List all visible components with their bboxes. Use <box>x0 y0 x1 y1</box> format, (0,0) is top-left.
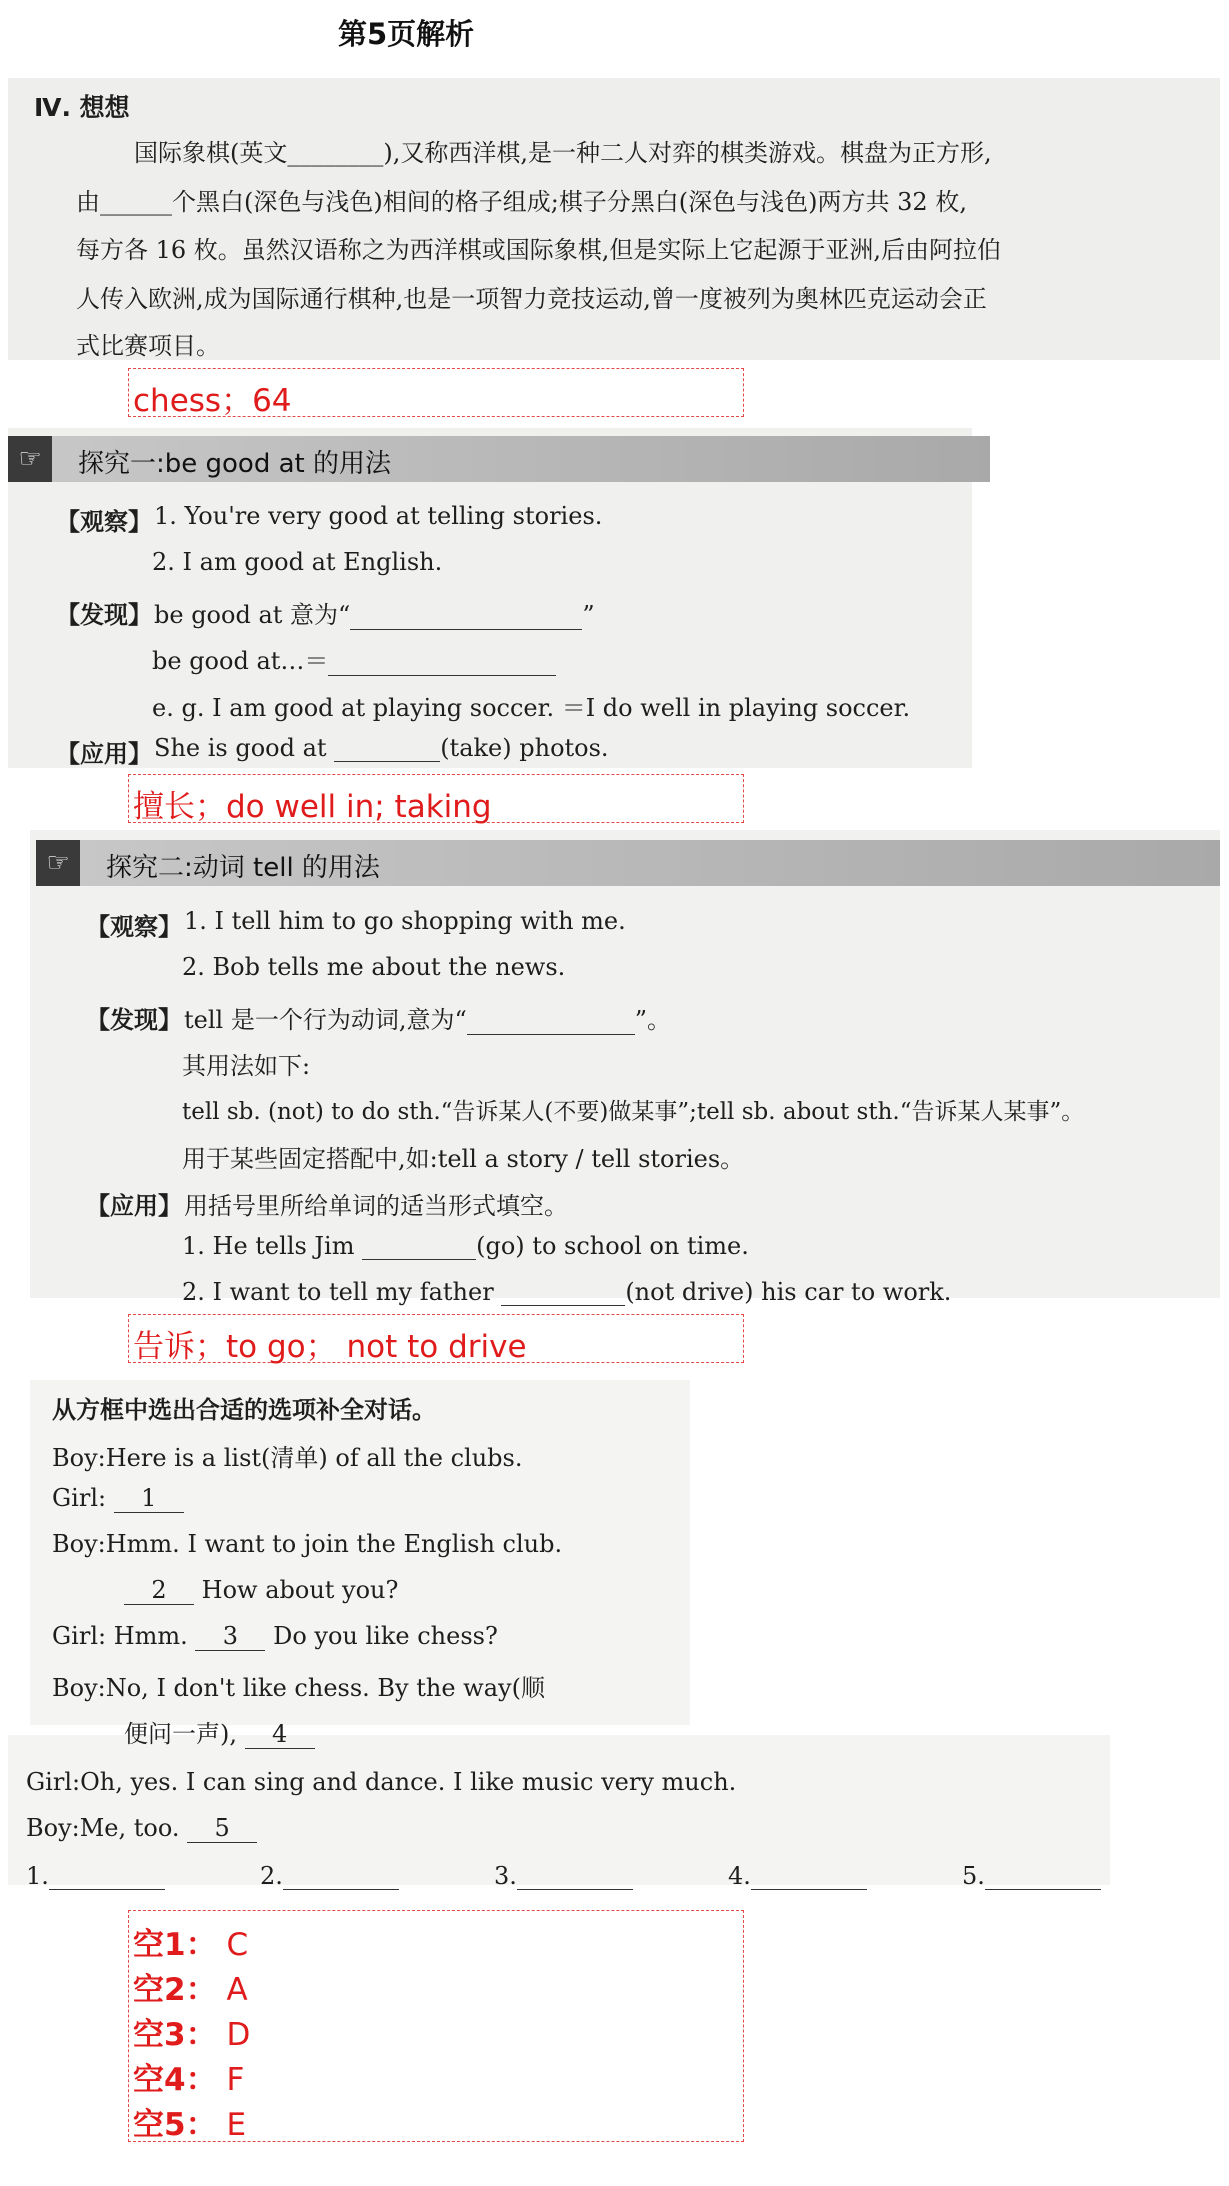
fill-blank <box>517 1865 633 1890</box>
speaker: Girl: <box>52 1484 107 1512</box>
apply-label: 【应用】 <box>56 740 152 768</box>
dialogue-line-4 <box>124 1576 398 1605</box>
usage-line-2: 用于某些固定搭配中,如:tell a story / tell stories。 <box>182 1145 745 1173</box>
numbered-blank: 5 <box>187 1814 257 1843</box>
dialogue-line-1 <box>52 1438 522 1473</box>
q2-suffix: (not drive) his car to work. <box>625 1278 952 1306</box>
answer-slot-3 <box>494 1862 633 1890</box>
find-line-2-prefix: be good at…＝ <box>152 647 329 675</box>
line-text: Here is a list(清单) of all the clubs. <box>105 1444 523 1472</box>
section4-line-2: 由______个黑白(深色与浅色)相间的格子组成;棋子分黑白(深色与浅色)两方共 32 枚, <box>76 188 967 216</box>
answer-text: 告诉；to go； not to drive <box>133 1329 527 1365</box>
find-line-1-prefix: be good at 意为“ <box>154 601 351 629</box>
slot-number: 2. <box>260 1862 283 1890</box>
line-text: Hmm. I want to join the English club. <box>105 1530 563 1558</box>
speaker: Boy: <box>52 1674 106 1702</box>
answer-label: 空4： <box>133 2062 217 2098</box>
answer-box-dialogue <box>128 1910 744 2142</box>
usage-line-1: tell sb. (not) to do sth.“告诉某人(不要)做某事”;tell sb. about sth.“告诉某人某事”。 <box>182 1099 1085 1125</box>
fill-blank <box>467 1010 635 1035</box>
section4-line-3: 每方各 16 枚。虽然汉语称之为西洋棋或国际象棋,但是实际上它起源于亚洲,后由阿拉伯 <box>76 236 1002 264</box>
answer-line-2 <box>133 1964 248 2009</box>
line-text: Oh, yes. I can sing and dance. I like music very much. <box>80 1768 737 1796</box>
pointing-hand-icon: ☞ <box>8 436 52 482</box>
answer-value: E <box>226 2107 247 2143</box>
fill-blank <box>49 1865 165 1890</box>
dialogue-line-2 <box>52 1484 184 1513</box>
answer-box-explore2 <box>128 1314 744 1363</box>
dialogue-line-5 <box>52 1622 498 1651</box>
answer-slot-1 <box>26 1862 165 1890</box>
scan-background-section4 <box>8 78 1220 360</box>
fill-blank <box>283 1865 399 1890</box>
speaker: Boy: <box>52 1444 106 1472</box>
dialogue-line-9 <box>26 1814 257 1843</box>
find-label: 【发现】 <box>86 1006 182 1034</box>
line-pre: Hmm. <box>113 1622 196 1650</box>
speaker: Boy: <box>26 1814 80 1842</box>
numbered-blank: 4 <box>245 1720 315 1749</box>
observe-label: 【观察】 <box>86 913 182 941</box>
dialogue-line-3 <box>52 1530 562 1558</box>
find-suffix: ”。 <box>634 1006 672 1034</box>
apply-suffix: (take) photos. <box>440 734 609 762</box>
q2-prefix: 2. I want to tell my father <box>182 1278 502 1306</box>
banner-title: 探究二:动词 tell 的用法 <box>106 853 380 883</box>
apply-prefix: She is good at <box>154 734 335 762</box>
answer-text: chess；64 <box>133 383 292 419</box>
section4-label: Ⅳ. 想想 <box>34 93 130 122</box>
find-line-1 <box>154 595 595 630</box>
answer-line-1 <box>133 1919 248 1964</box>
section4-line-1: 国际象棋(英文________),又称西洋棋,是一种二人对弈的棋类游戏。棋盘为正方形, <box>134 139 992 167</box>
answer-value: F <box>226 2062 245 2098</box>
observe-line-2: 2. Bob tells me about the news. <box>182 953 566 981</box>
observe-line-1: 1. I tell him to go shopping with me. <box>184 907 626 935</box>
fill-blank <box>985 1865 1101 1890</box>
find-prefix: tell 是一个行为动词,意为“ <box>184 1006 467 1034</box>
line-text: No, I don't like chess. By the way(顺 <box>105 1674 545 1702</box>
answer-line-5 <box>133 2099 246 2144</box>
answer-line-3 <box>133 2009 250 2054</box>
observe-line-1: 1. You're very good at telling stories. <box>154 502 603 530</box>
line-pre: Me, too. <box>79 1814 188 1842</box>
answer-label: 空3： <box>133 2017 217 2053</box>
find-line <box>184 1000 671 1035</box>
fill-blank <box>328 651 556 676</box>
line-text: How about you? <box>201 1576 399 1604</box>
slot-number: 4. <box>728 1862 751 1890</box>
numbered-blank: 1 <box>114 1484 184 1513</box>
find-line-1-suffix: ” <box>582 601 595 629</box>
answer-text: 擅长；do well in; taking <box>133 789 492 825</box>
answer-slot-4 <box>728 1862 867 1890</box>
explore2-banner <box>36 840 1220 886</box>
fill-blank <box>501 1281 625 1306</box>
answer-label: 空1： <box>133 1927 217 1963</box>
q1-prefix: 1. He tells Jim <box>182 1232 363 1260</box>
page-title: 第5页解析 <box>338 17 475 51</box>
answer-slot-5 <box>962 1862 1101 1890</box>
apply-question-1 <box>182 1232 749 1260</box>
answer-label: 空5： <box>133 2107 217 2143</box>
apply-label: 【应用】 <box>86 1192 182 1220</box>
dialogue-line-6 <box>52 1668 545 1703</box>
explore1-banner <box>8 436 990 482</box>
fill-blank <box>350 605 582 630</box>
numbered-blank: 3 <box>195 1622 265 1651</box>
apply-line <box>154 734 609 762</box>
line-pre: 便问一声), <box>124 1720 245 1748</box>
dialogue-line-8 <box>26 1768 736 1796</box>
answer-value: C <box>226 1927 249 1963</box>
answer-box-section4 <box>128 368 744 417</box>
answer-box-explore1 <box>128 774 744 823</box>
fill-blank <box>751 1865 867 1890</box>
dialogue-line-7 <box>124 1714 315 1749</box>
apply-question-2 <box>182 1278 951 1306</box>
banner-title: 探究一:be good at 的用法 <box>78 449 392 479</box>
find-line-2 <box>152 641 556 676</box>
line-text: Do you like chess? <box>273 1622 498 1650</box>
numbered-blank: 2 <box>124 1576 194 1605</box>
speaker: Girl: <box>52 1622 107 1650</box>
fill-blank <box>362 1235 476 1260</box>
q1-suffix: (go) to school on time. <box>476 1232 749 1260</box>
answer-value: D <box>226 2017 251 2053</box>
slot-number: 3. <box>494 1862 517 1890</box>
speaker: Boy: <box>52 1530 106 1558</box>
slot-number: 5. <box>962 1862 985 1890</box>
answer-slot-2 <box>260 1862 399 1890</box>
answer-value: A <box>226 1972 248 2008</box>
pointing-hand-icon: ☞ <box>36 840 80 886</box>
fill-blank <box>334 737 440 762</box>
speaker: Girl: <box>26 1768 81 1796</box>
answer-label: 空2： <box>133 1972 217 2008</box>
section4-line-5: 式比赛项目。 <box>76 332 220 360</box>
observe-line-2: 2. I am good at English. <box>152 548 443 576</box>
slot-number: 1. <box>26 1862 49 1890</box>
answer-line-4 <box>133 2054 244 2099</box>
find-line-3: e. g. I am good at playing soccer. ＝I do well in playing soccer. <box>152 694 911 722</box>
dialogue-heading: 从方框中选出合适的选项补全对话。 <box>52 1396 436 1424</box>
observe-label: 【观察】 <box>56 508 152 536</box>
usage-intro: 其用法如下: <box>182 1052 311 1080</box>
section4-line-4: 人传入欧洲,成为国际通行棋种,也是一项智力竞技运动,曾一度被列为奥林匹克运动会正 <box>76 285 987 313</box>
find-label: 【发现】 <box>56 601 152 629</box>
apply-intro: 用括号里所给单词的适当形式填空。 <box>184 1192 568 1220</box>
